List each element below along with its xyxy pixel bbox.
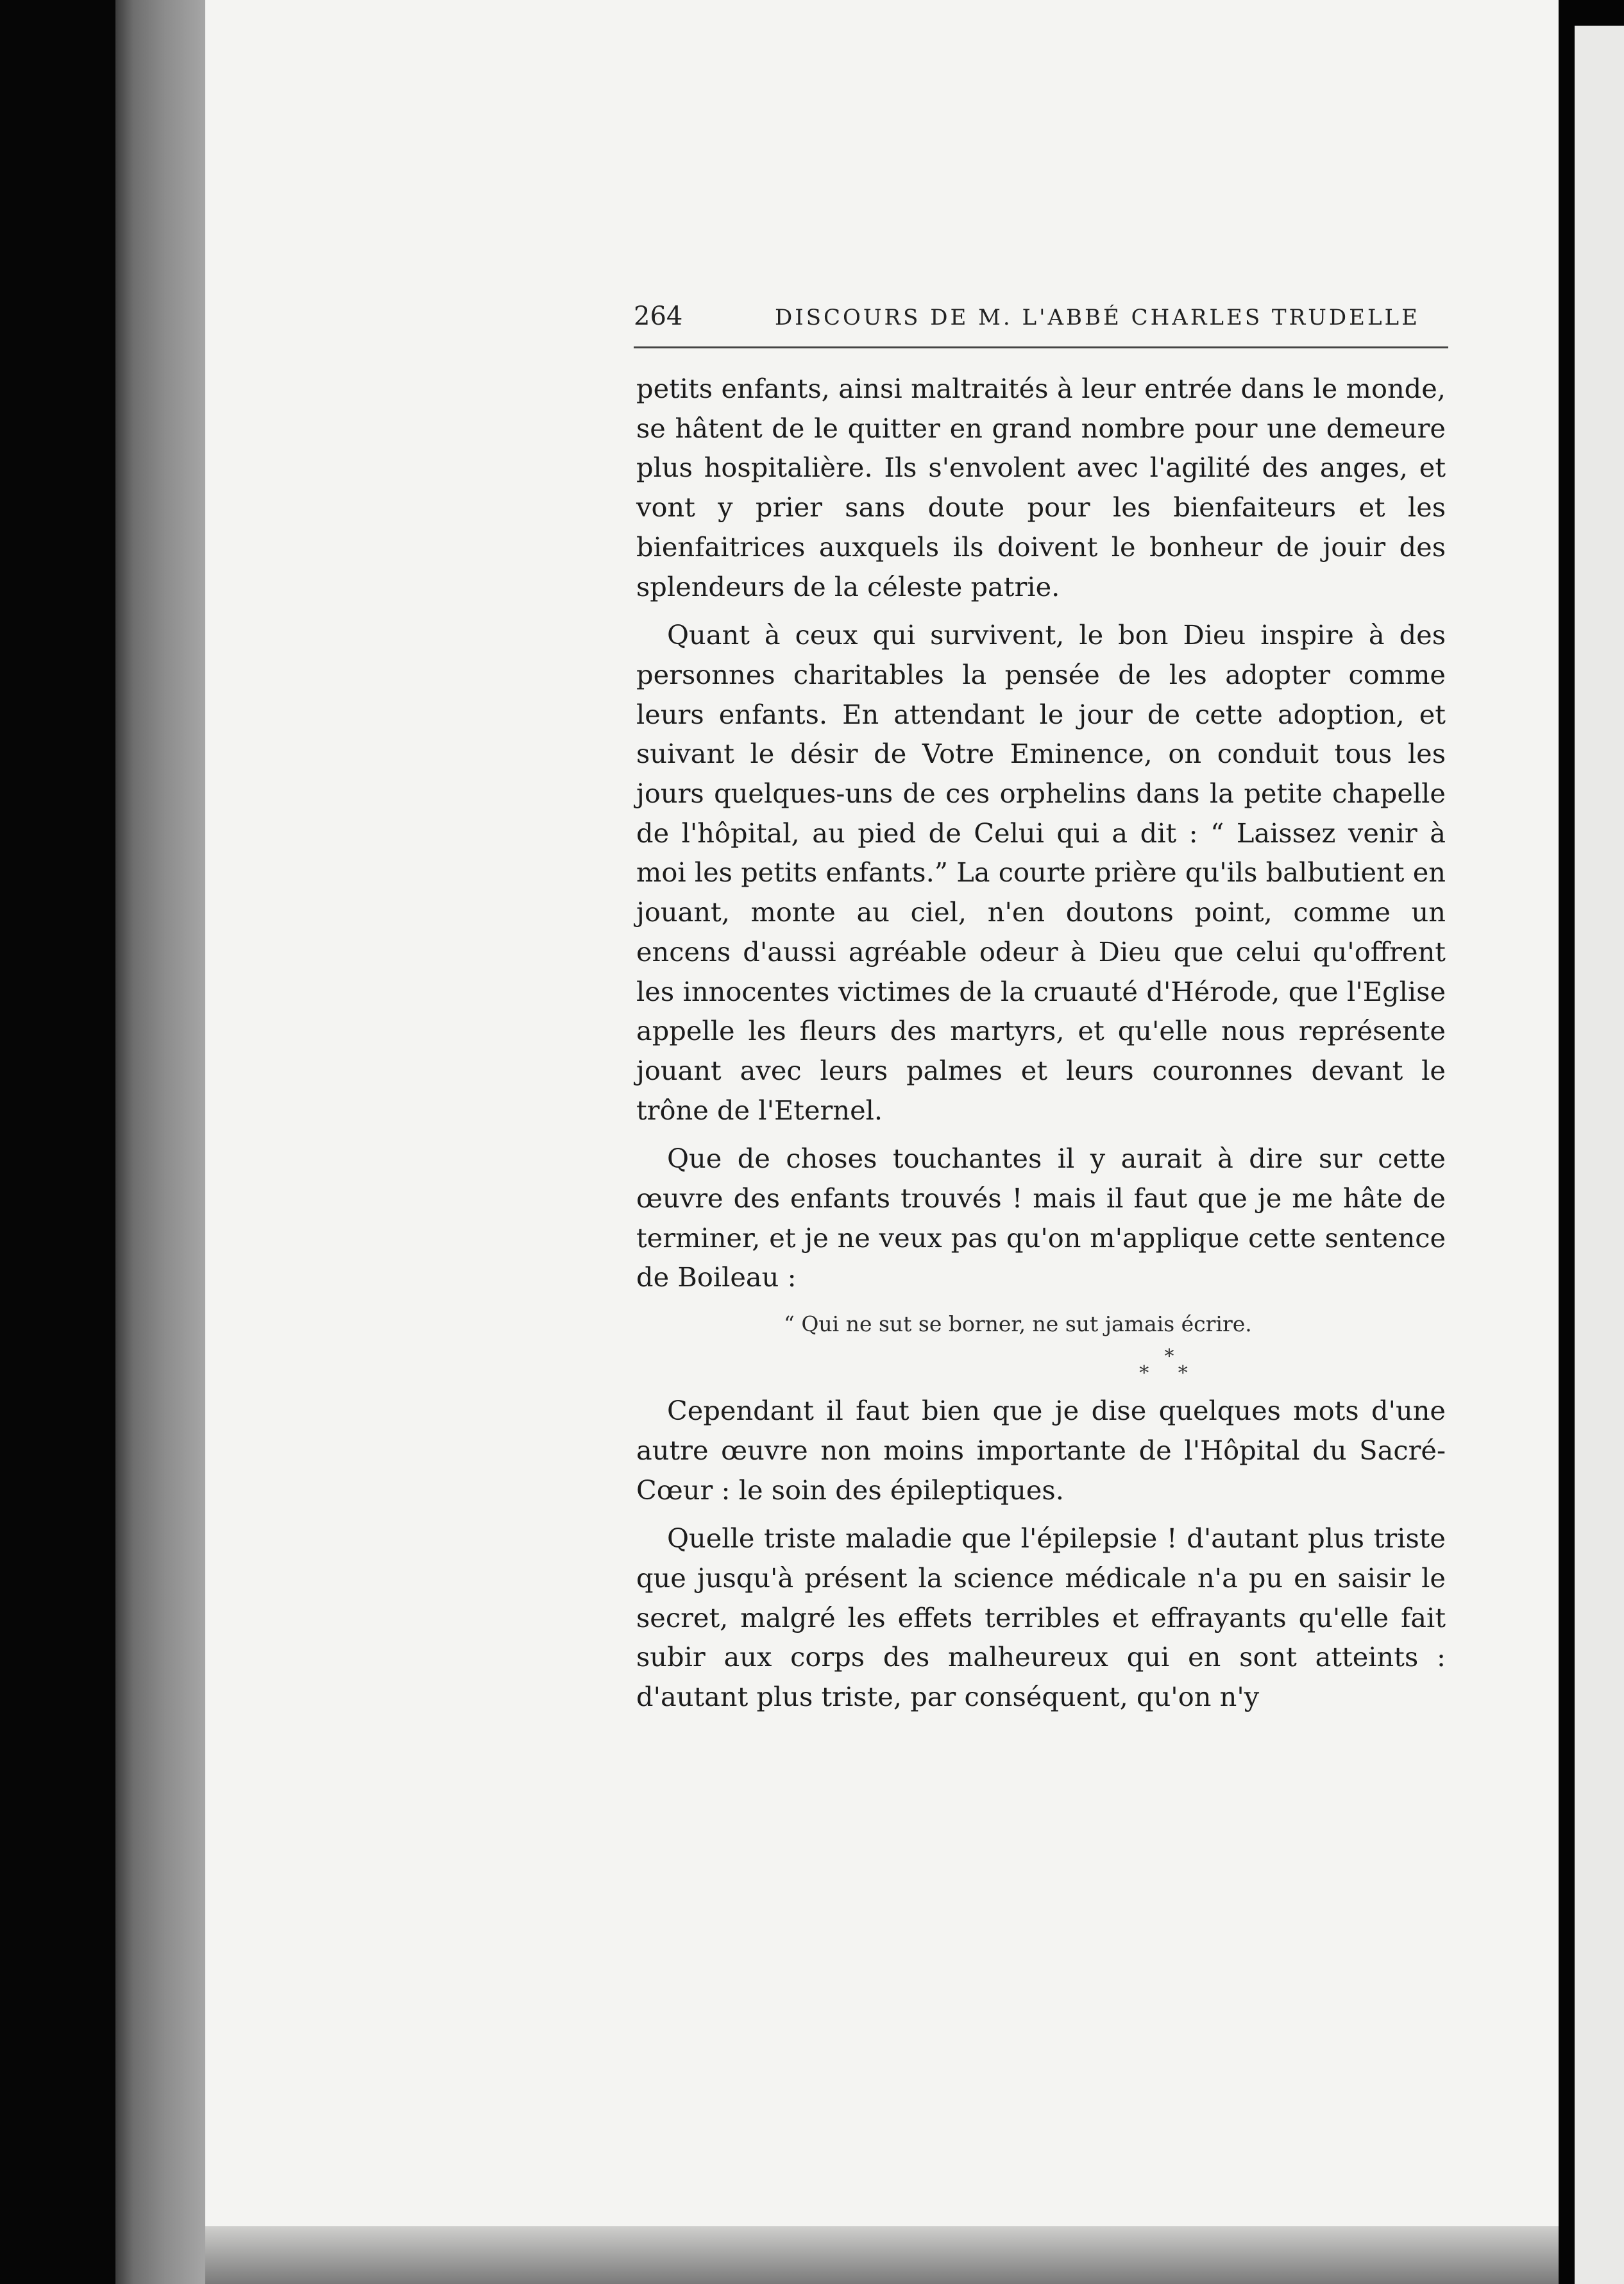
paragraph: Que de choses touchantes il y aurait à dire sur cette œuvre des enfants trouvés ! mais il faut que je me hâte de terminer, et je ne veux pas qu'on m'applique cette sentence de Boileau :	[636, 1143, 1446, 1293]
book-spine-shadow	[0, 0, 115, 2284]
paragraph: Quant à ceux qui survivent, le bon Dieu inspire à des personnes charitables la pensée de les adopter comme leurs enfants. En attendant le jour de cette adoption, et suivant le désir de Votre Eminence, on conduit tous les jours quelques-uns de ces orphelins dans la petite chapelle de l'hôpital, au pied de Celui qui a dit : “ Laissez venir à moi les petits enfants.” La courte prière qu'ils balbutient en jouant, monte au ciel, n'en doutons point, comme un encens d'aussi agréable odeur à Dieu que celui qu'offrent les innocentes victimes de la cruauté d'Hérode, que l'Eglise appelle les fleurs des martyrs, et qu'elle nous représente jouant avec leurs palmes et leurs couronnes devant le trône de l'Eternel.	[636, 619, 1446, 1126]
book-spine-edge	[115, 0, 205, 2284]
paragraph: Cependant il faut bien que je dise quelques mots d'une autre œuvre non moins importante de l'Hôpital du Sacré-Cœur : le soin des épileptiques.	[636, 1395, 1446, 1506]
asterisk-top: *	[1164, 1345, 1174, 1368]
verse-quote: “ Qui ne sut se borner, ne sut jamais écrire.	[784, 1311, 1252, 1337]
running-title: DISCOURS DE M. L'ABBÉ CHARLES TRUDELLE	[775, 305, 1420, 330]
asterisk-bottom: * *	[1139, 1362, 1199, 1385]
page-body	[636, 369, 1446, 1717]
header-rule	[634, 346, 1448, 348]
running-head	[634, 302, 1448, 346]
paragraph: petits enfants, ainsi maltraités à leur entrée dans le monde, se hâtent de le quitter en grand nombre pour une demeure plus hospitalière. Ils s'envolent avec l'agilité des anges, et vont y prier sans doute pour les bienfaiteurs et les bienfaitrices auxquels ils doivent le bonheur de jouir des splendeurs de la céleste patrie.	[636, 373, 1446, 602]
paragraph: Quelle triste maladie que l'épilepsie ! d'autant plus triste que jusqu'à présent la science médicale n'a pu en saisir le secret, malgré les effets terribles et effrayants qu'elle fait subir aux corps des malheureux qui en sont atteints : d'autant plus triste, par conséquent, qu'on n'y	[636, 1522, 1446, 1713]
section-separator	[636, 1345, 1446, 1385]
facing-page-edge	[1575, 26, 1624, 2284]
page-bottom-edge	[205, 2226, 1559, 2284]
page-number: 264	[634, 302, 683, 331]
